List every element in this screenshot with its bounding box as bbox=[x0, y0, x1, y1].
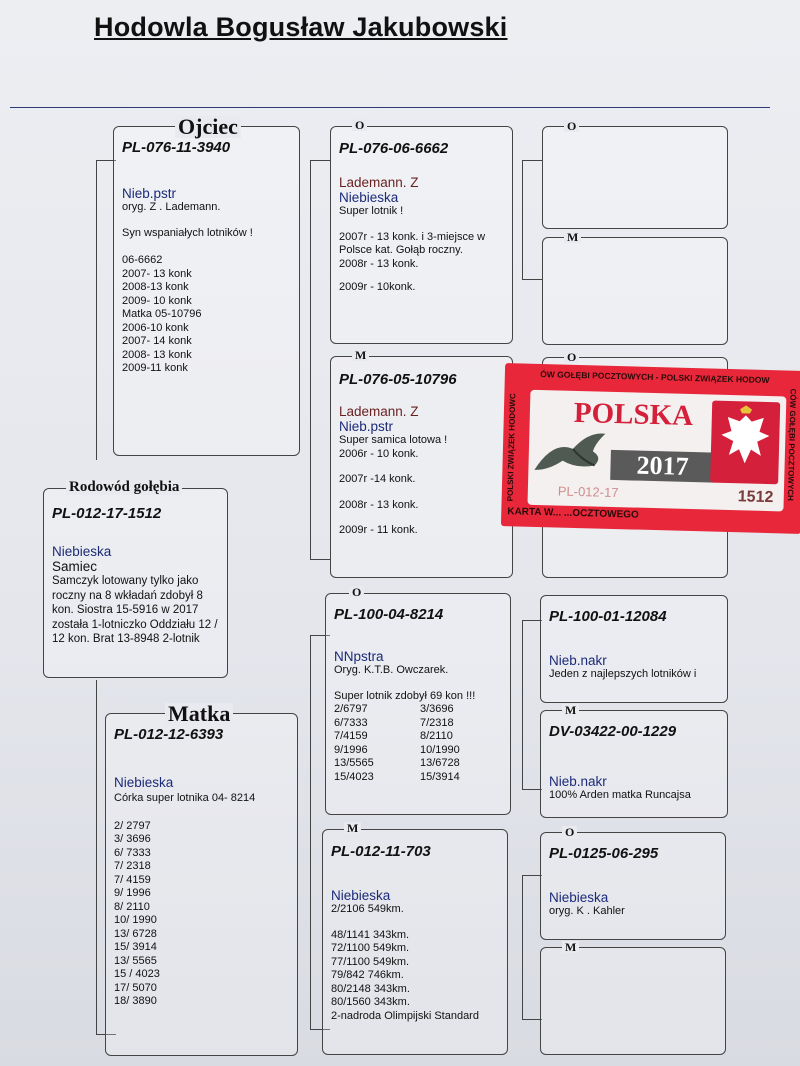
mf-result-line: 2/6797 bbox=[334, 703, 368, 715]
mf-desc: Super lotnik zdobył 69 kon !!! bbox=[334, 689, 476, 702]
main-desc: Samczyk lotowany tylko jako roczny na 8 wkładań zdobył 8 kon. Siostra 15-5916 w 2017 została 1-lotniczko Oddziału 12 / 12 kon. Brat 13-8948 2-lotnik bbox=[52, 575, 218, 645]
ff-result-2008: 2008r - 13 konk. bbox=[339, 257, 419, 270]
mf-result-line: 15/3914 bbox=[420, 770, 460, 783]
stamp-bottom-text: KARTA W... ...OCZTOWEGO bbox=[507, 506, 639, 521]
father-result-line: 2006-10 konk bbox=[122, 321, 189, 334]
mf-origin: Oryg. K.T.B. Owczarek. bbox=[334, 664, 449, 676]
ff-result-2007: 2007r - 13 konk. i 3-miejsce w Polsce kat. Gołąb roczny. bbox=[339, 230, 486, 256]
father-result-line: 2008-13 konk bbox=[122, 281, 189, 293]
ff-ring: PL-076-06-6662 bbox=[339, 140, 449, 157]
fmf-label: O bbox=[564, 351, 579, 363]
stamp-right-text: CÓW GOŁĘBI POCZTOWYCH bbox=[785, 388, 798, 502]
mf-results-right bbox=[420, 703, 510, 784]
mmf-label: O bbox=[562, 826, 577, 838]
fff-label: O bbox=[564, 120, 579, 132]
father-result-line: 06-6662 bbox=[122, 254, 163, 266]
mmf-ring: PL-0125-06-295 bbox=[549, 845, 659, 862]
mf-result-line: 9/1996 bbox=[334, 743, 368, 756]
polish-eagle-icon bbox=[710, 401, 780, 485]
father-desc: Syn wspaniałych lotników ! bbox=[122, 226, 253, 239]
mother-desc: Córka super lotnika 04- 8214 bbox=[114, 792, 256, 804]
maternal-grandfather-card bbox=[325, 593, 511, 815]
mm-result-line: 2-nadroda Olimpijski Standard bbox=[331, 1009, 479, 1022]
mff-desc: Jeden z najlepszych lotników i bbox=[549, 668, 697, 680]
father-results bbox=[122, 254, 291, 376]
stamp-country: POLSKA bbox=[573, 396, 694, 433]
mfm-label: M bbox=[562, 704, 579, 716]
stamp-left-text: POLSKI ZWIĄZEK HODOWC bbox=[505, 393, 518, 502]
ffm-card bbox=[542, 237, 728, 345]
stamp-year: 2017 bbox=[610, 450, 715, 483]
main-pigeon-card bbox=[43, 488, 228, 678]
eagle-emblem-icon bbox=[710, 401, 780, 485]
father-result-line: Matka 05-10796 bbox=[122, 308, 202, 320]
mf-result-line: 13/5565 bbox=[334, 757, 374, 769]
ff-label: O bbox=[352, 119, 367, 131]
fm-result-2007: 2007r -14 konk. bbox=[339, 473, 416, 485]
mother-result-line: 7/ 2318 bbox=[114, 860, 151, 872]
ffm-label: M bbox=[564, 231, 581, 243]
mother-result-line: 6/ 7333 bbox=[114, 846, 151, 859]
mother-result-line: 15 / 4023 bbox=[114, 968, 160, 980]
father-result-line: 2007- 14 konk bbox=[122, 335, 192, 347]
mother-ring: PL-012-12-6393 bbox=[114, 726, 224, 743]
mother-result-line: 7/ 4159 bbox=[114, 873, 151, 886]
mother-result-line: 15/ 3914 bbox=[114, 941, 157, 953]
mf-label: O bbox=[349, 586, 364, 598]
mother-result-line: 3/ 3696 bbox=[114, 833, 151, 845]
mm-label: M bbox=[344, 822, 361, 834]
mff-ring: PL-100-01-12084 bbox=[549, 608, 667, 625]
ff-result-2009: 2009r - 10konk. bbox=[339, 281, 416, 293]
father-result-line: 2007- 13 konk bbox=[122, 267, 192, 280]
mfm-card bbox=[540, 710, 728, 818]
mother-result-line: 13/ 6728 bbox=[114, 927, 157, 940]
mf-result-line: 15/4023 bbox=[334, 770, 374, 783]
connector-mf bbox=[522, 620, 542, 790]
page-title: Hodowla Bogusław Jakubowski bbox=[94, 12, 508, 42]
mother-label: Matka bbox=[165, 703, 233, 725]
mother-result-line: 2/ 2797 bbox=[114, 819, 151, 832]
connector-mm bbox=[522, 875, 542, 1020]
father-ring: PL-076-11-3940 bbox=[122, 139, 231, 156]
mm-result-line: 72/1100 549km. bbox=[331, 942, 410, 954]
mf-result-line: 13/6728 bbox=[420, 757, 460, 769]
mf-color: NNpstra bbox=[334, 649, 384, 664]
ff-desc: Super lotnik ! bbox=[339, 205, 404, 217]
stamp-top-text: ÓW GOŁĘBI POCZTOWYCH - POLSKI ZWIĄZEK HODOW bbox=[540, 369, 770, 386]
mother-color: Niebieska bbox=[114, 775, 174, 790]
mother-card bbox=[105, 713, 298, 1056]
mfm-color: Nieb.nakr bbox=[549, 774, 607, 789]
mff-color: Nieb.nakr bbox=[549, 653, 607, 668]
fm-result-2006: 2006r - 10 konk. bbox=[339, 447, 419, 460]
ff-color: Niebieska bbox=[339, 190, 399, 205]
mother-results bbox=[114, 820, 289, 1009]
fm-ring: PL-076-05-10796 bbox=[339, 371, 457, 388]
main-ring: PL-012-17-1512 bbox=[52, 505, 162, 522]
mm-result-line: 79/842 746km. bbox=[331, 969, 404, 981]
fm-result-2008: 2008r - 13 konk. bbox=[339, 498, 419, 511]
mm-result-first: 2/2106 549km. bbox=[331, 903, 404, 915]
mmf-card bbox=[540, 832, 726, 940]
mm-results bbox=[331, 929, 499, 1024]
mmm-card bbox=[540, 947, 726, 1055]
stamp-panel bbox=[527, 390, 786, 512]
mother-result-line: 10/ 1990 bbox=[114, 914, 157, 926]
pedigree-label: Rodowód gołębia bbox=[66, 480, 182, 495]
fff-card bbox=[542, 126, 728, 229]
mmm-label: M bbox=[562, 941, 579, 953]
mother-result-line: 18/ 3890 bbox=[114, 995, 157, 1007]
mf-result-line: 3/3696 bbox=[420, 703, 454, 715]
mff-card bbox=[540, 595, 728, 703]
stamp-serial: 1512 bbox=[737, 488, 774, 507]
mm-result-line: 48/1141 343km. bbox=[331, 928, 410, 941]
main-color: Niebieska bbox=[52, 544, 112, 559]
fm-result-2009: 2009r - 11 konk. bbox=[339, 524, 418, 536]
mf-result-line: 10/1990 bbox=[420, 743, 460, 756]
mf-results-left bbox=[334, 703, 420, 784]
mf-ring: PL-100-04-8214 bbox=[334, 606, 444, 623]
mmf-desc: oryg. K . Kahler bbox=[549, 905, 625, 917]
mfm-desc: 100% Arden matka Runcajsa bbox=[549, 789, 691, 801]
paternal-grandmother-card bbox=[330, 356, 513, 578]
stamp-ring-number: PL-012-17 bbox=[557, 483, 619, 501]
father-color: Nieb.pstr bbox=[122, 186, 177, 201]
mother-result-line: 17/ 5070 bbox=[114, 981, 157, 994]
mm-ring: PL-012-11-703 bbox=[331, 843, 431, 860]
father-result-line: 2009- 10 konk bbox=[122, 294, 192, 307]
ring-card-stamp bbox=[501, 363, 800, 534]
main-sex: Samiec bbox=[52, 559, 98, 574]
father-result-line: 2009-11 konk bbox=[122, 362, 188, 374]
ff-breeder: Lademann. Z bbox=[339, 175, 419, 190]
mother-result-line: 8/ 2110 bbox=[114, 900, 150, 913]
father-origin: oryg. Z . Lademann. bbox=[122, 201, 221, 213]
father-result-line: 2008- 13 konk bbox=[122, 348, 192, 361]
mf-result-line: 7/2318 bbox=[420, 716, 454, 729]
mmf-color: Niebieska bbox=[549, 890, 609, 905]
maternal-grandmother-card bbox=[322, 829, 508, 1055]
fm-desc: Super samica lotowa ! bbox=[339, 434, 448, 446]
mf-result-line: 8/2110 bbox=[420, 730, 453, 742]
mf-results bbox=[334, 703, 502, 784]
fm-label: M bbox=[352, 349, 369, 361]
mother-result-line: 13/ 5565 bbox=[114, 954, 157, 967]
mm-color: Niebieska bbox=[331, 888, 391, 903]
mf-result-line: 6/7333 bbox=[334, 716, 368, 729]
father-card bbox=[113, 126, 300, 456]
mm-result-line: 80/2148 343km. bbox=[331, 982, 410, 995]
mm-result-line: 80/1560 343km. bbox=[331, 996, 410, 1008]
fm-breeder: Lademann. Z bbox=[339, 404, 419, 419]
mother-result-line: 9/ 1996 bbox=[114, 887, 151, 899]
connector-father bbox=[310, 160, 330, 560]
paternal-grandfather-card bbox=[330, 126, 513, 344]
mfm-ring: DV-03422-00-1229 bbox=[549, 723, 677, 740]
divider bbox=[10, 107, 770, 108]
mf-result-line: 7/4159 bbox=[334, 730, 368, 742]
connector-ff bbox=[522, 160, 542, 280]
father-label: Ojciec bbox=[175, 116, 241, 138]
mm-result-line: 77/1100 549km. bbox=[331, 955, 410, 968]
fm-color: Nieb.pstr bbox=[339, 419, 394, 434]
